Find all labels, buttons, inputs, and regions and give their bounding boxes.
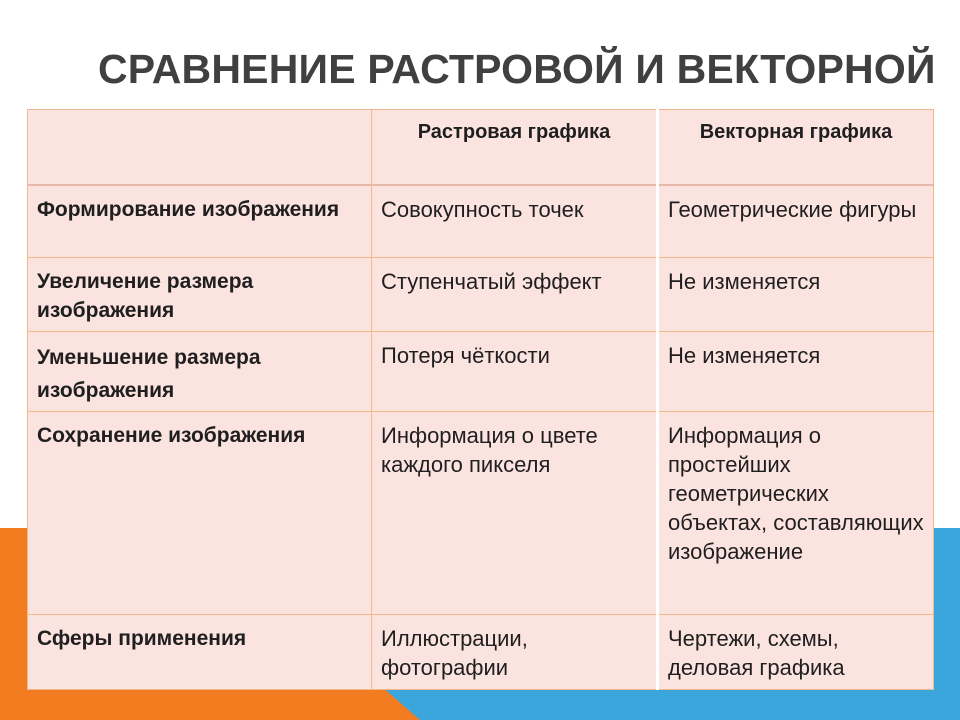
header-raster-graphics: Растровая графика	[372, 110, 658, 185]
row-label: Уменьшение размера изображения	[28, 332, 372, 412]
raster-cell: Ступенчатый эффект	[372, 258, 658, 332]
raster-cell: Совокупность точек	[372, 185, 658, 258]
comparison-table	[27, 109, 934, 690]
slide-title: СРАВНЕНИЕ РАСТРОВОЙ И ВЕКТОРНОЙ	[98, 46, 936, 92]
table-header-row	[28, 110, 934, 185]
table-row	[28, 258, 934, 332]
raster-cell: Иллюстрации, фотографии	[372, 615, 658, 690]
row-label: Увеличение размера изображения	[28, 258, 372, 332]
row-label: Сохранение изображения	[28, 412, 372, 615]
vector-cell: Не изменяется	[658, 332, 934, 412]
vector-cell: Чертежи, схемы, деловая графика	[658, 615, 934, 690]
raster-cell: Информация о цвете каждого пикселя	[372, 412, 658, 615]
row-label: Сферы применения	[28, 615, 372, 690]
row-label: Формирование изображения	[28, 185, 372, 258]
vector-cell: Информация о простейших геометрических объектах, составляющих изображение	[658, 412, 934, 615]
raster-cell: Потеря чёткости	[372, 332, 658, 412]
table-row	[28, 332, 934, 412]
table-row	[28, 185, 934, 258]
table-row	[28, 412, 934, 615]
header-empty-cell	[28, 110, 372, 185]
table-row	[28, 615, 934, 690]
vector-cell: Не изменяется	[658, 258, 934, 332]
vector-cell: Геометрические фигуры	[658, 185, 934, 258]
header-vector-graphics: Векторная графика	[658, 110, 934, 185]
